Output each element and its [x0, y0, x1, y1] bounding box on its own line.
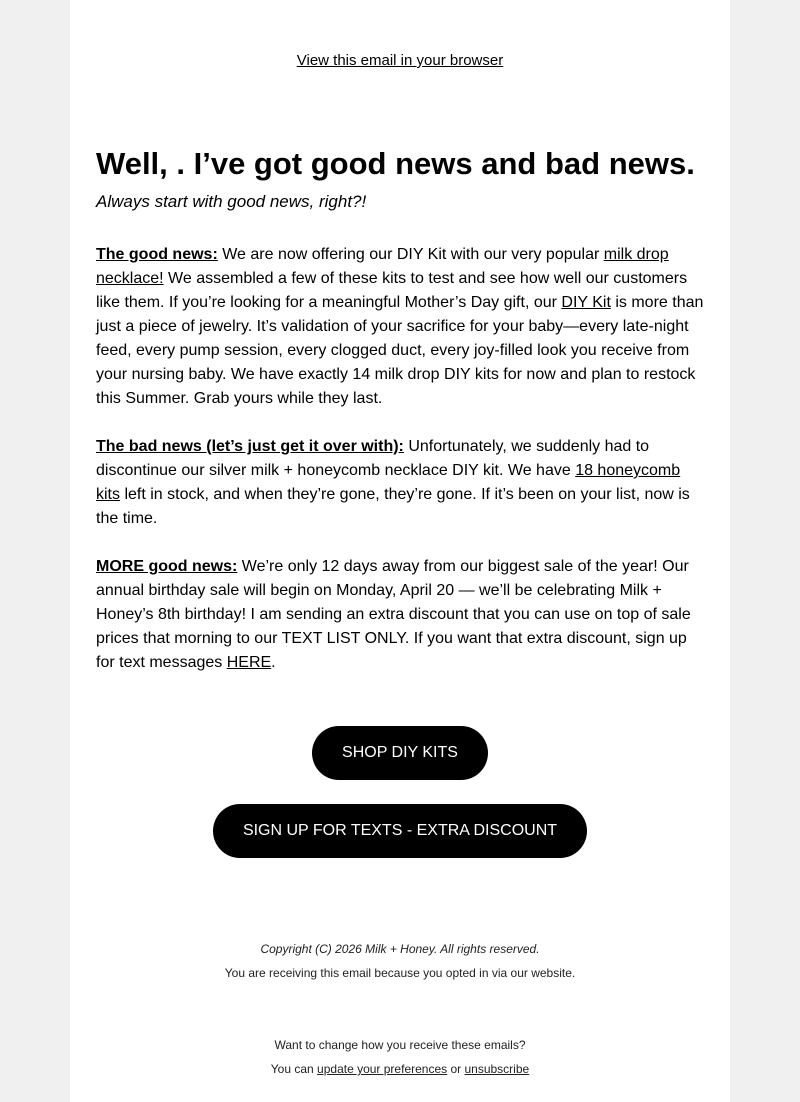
- more-good-news-lead: MORE good news:: [96, 558, 238, 575]
- sign-up-texts-button[interactable]: SIGN UP FOR TEXTS - EXTRA DISCOUNT: [213, 804, 587, 858]
- good-news-paragraph: [96, 243, 704, 411]
- milk-drop-necklace-link[interactable]: milk drop necklace!: [96, 246, 669, 287]
- more-good-news-paragraph: [96, 555, 704, 675]
- more-good-news-text-2: .: [271, 654, 276, 671]
- view-in-browser-link[interactable]: View this email in your browser: [296, 52, 504, 69]
- email-body: [96, 243, 704, 699]
- bad-news-lead: The bad news (let’s just get it over with):: [96, 438, 404, 455]
- unsubscribe-link[interactable]: unsubscribe: [464, 1062, 530, 1076]
- good-news-lead: The good news:: [96, 246, 218, 263]
- email-container: [70, 0, 730, 1102]
- you-can-text: You can: [270, 1062, 318, 1076]
- good-news-text-2: We assembled a few of these kits to test and see how well our customers like them. If you’re looking for a meaningful Mother’s Day gift, our: [96, 270, 688, 311]
- honeycomb-kits-link[interactable]: 18 honeycomb kits: [96, 462, 681, 503]
- bad-news-paragraph: [96, 435, 704, 531]
- headline: Well, . I’ve got good news and bad news.: [96, 146, 695, 181]
- footer-preferences: [70, 1033, 730, 1081]
- diy-kit-link[interactable]: DIY Kit: [561, 294, 611, 311]
- change-prompt-text: Want to change how you receive these emails?: [274, 1038, 526, 1052]
- copyright-text: Copyright (C) 2026 Milk + Honey. All rights reserved.: [260, 942, 540, 956]
- or-text: or: [447, 1062, 465, 1076]
- update-preferences-link[interactable]: update your preferences: [317, 1062, 448, 1076]
- preferences-row: [70, 1057, 730, 1081]
- opt-in-reason-text: You are receiving this email because you opted in via our website.: [224, 966, 576, 980]
- bad-news-text-2: left in stock, and when they’re gone, they’re gone. If it’s been on your list, now is the time.: [96, 486, 690, 527]
- more-good-news-text-1: We’re only 12 days away from our biggest sale of the year! Our annual birthday sale will begin on Monday, April 20 — we’ll be celebrating Milk + Honey’s 8th birthday! I am sending an extra discount that you can use on top of sale prices that morning to our TEXT LIST ONLY. If you want that extra discount, sign up for text messages: [96, 558, 691, 671]
- view-in-browser-row: [70, 51, 730, 71]
- text-signup-here-link[interactable]: HERE: [226, 654, 272, 671]
- shop-diy-kits-button[interactable]: SHOP DIY KITS: [312, 726, 488, 780]
- subheadline: Always start with good news, right?!: [96, 192, 367, 211]
- good-news-text-3: is more than just a piece of jewelry. It’s validation of your sacrifice for your baby—every late-night feed, every pump session, every clogged duct, every joy-filled look you receive from your nursing baby. We have exactly 14 milk drop DIY kits for now and plan to restock this Summer. Grab yours while they last.: [96, 294, 704, 407]
- good-news-text-1: We are now offering our DIY Kit with our very popular: [217, 246, 604, 263]
- bad-news-text-1: Unfortunately, we suddenly had to discontinue our silver milk + honeycomb necklace DIY kit. We have: [96, 438, 650, 479]
- footer-legal: [70, 937, 730, 985]
